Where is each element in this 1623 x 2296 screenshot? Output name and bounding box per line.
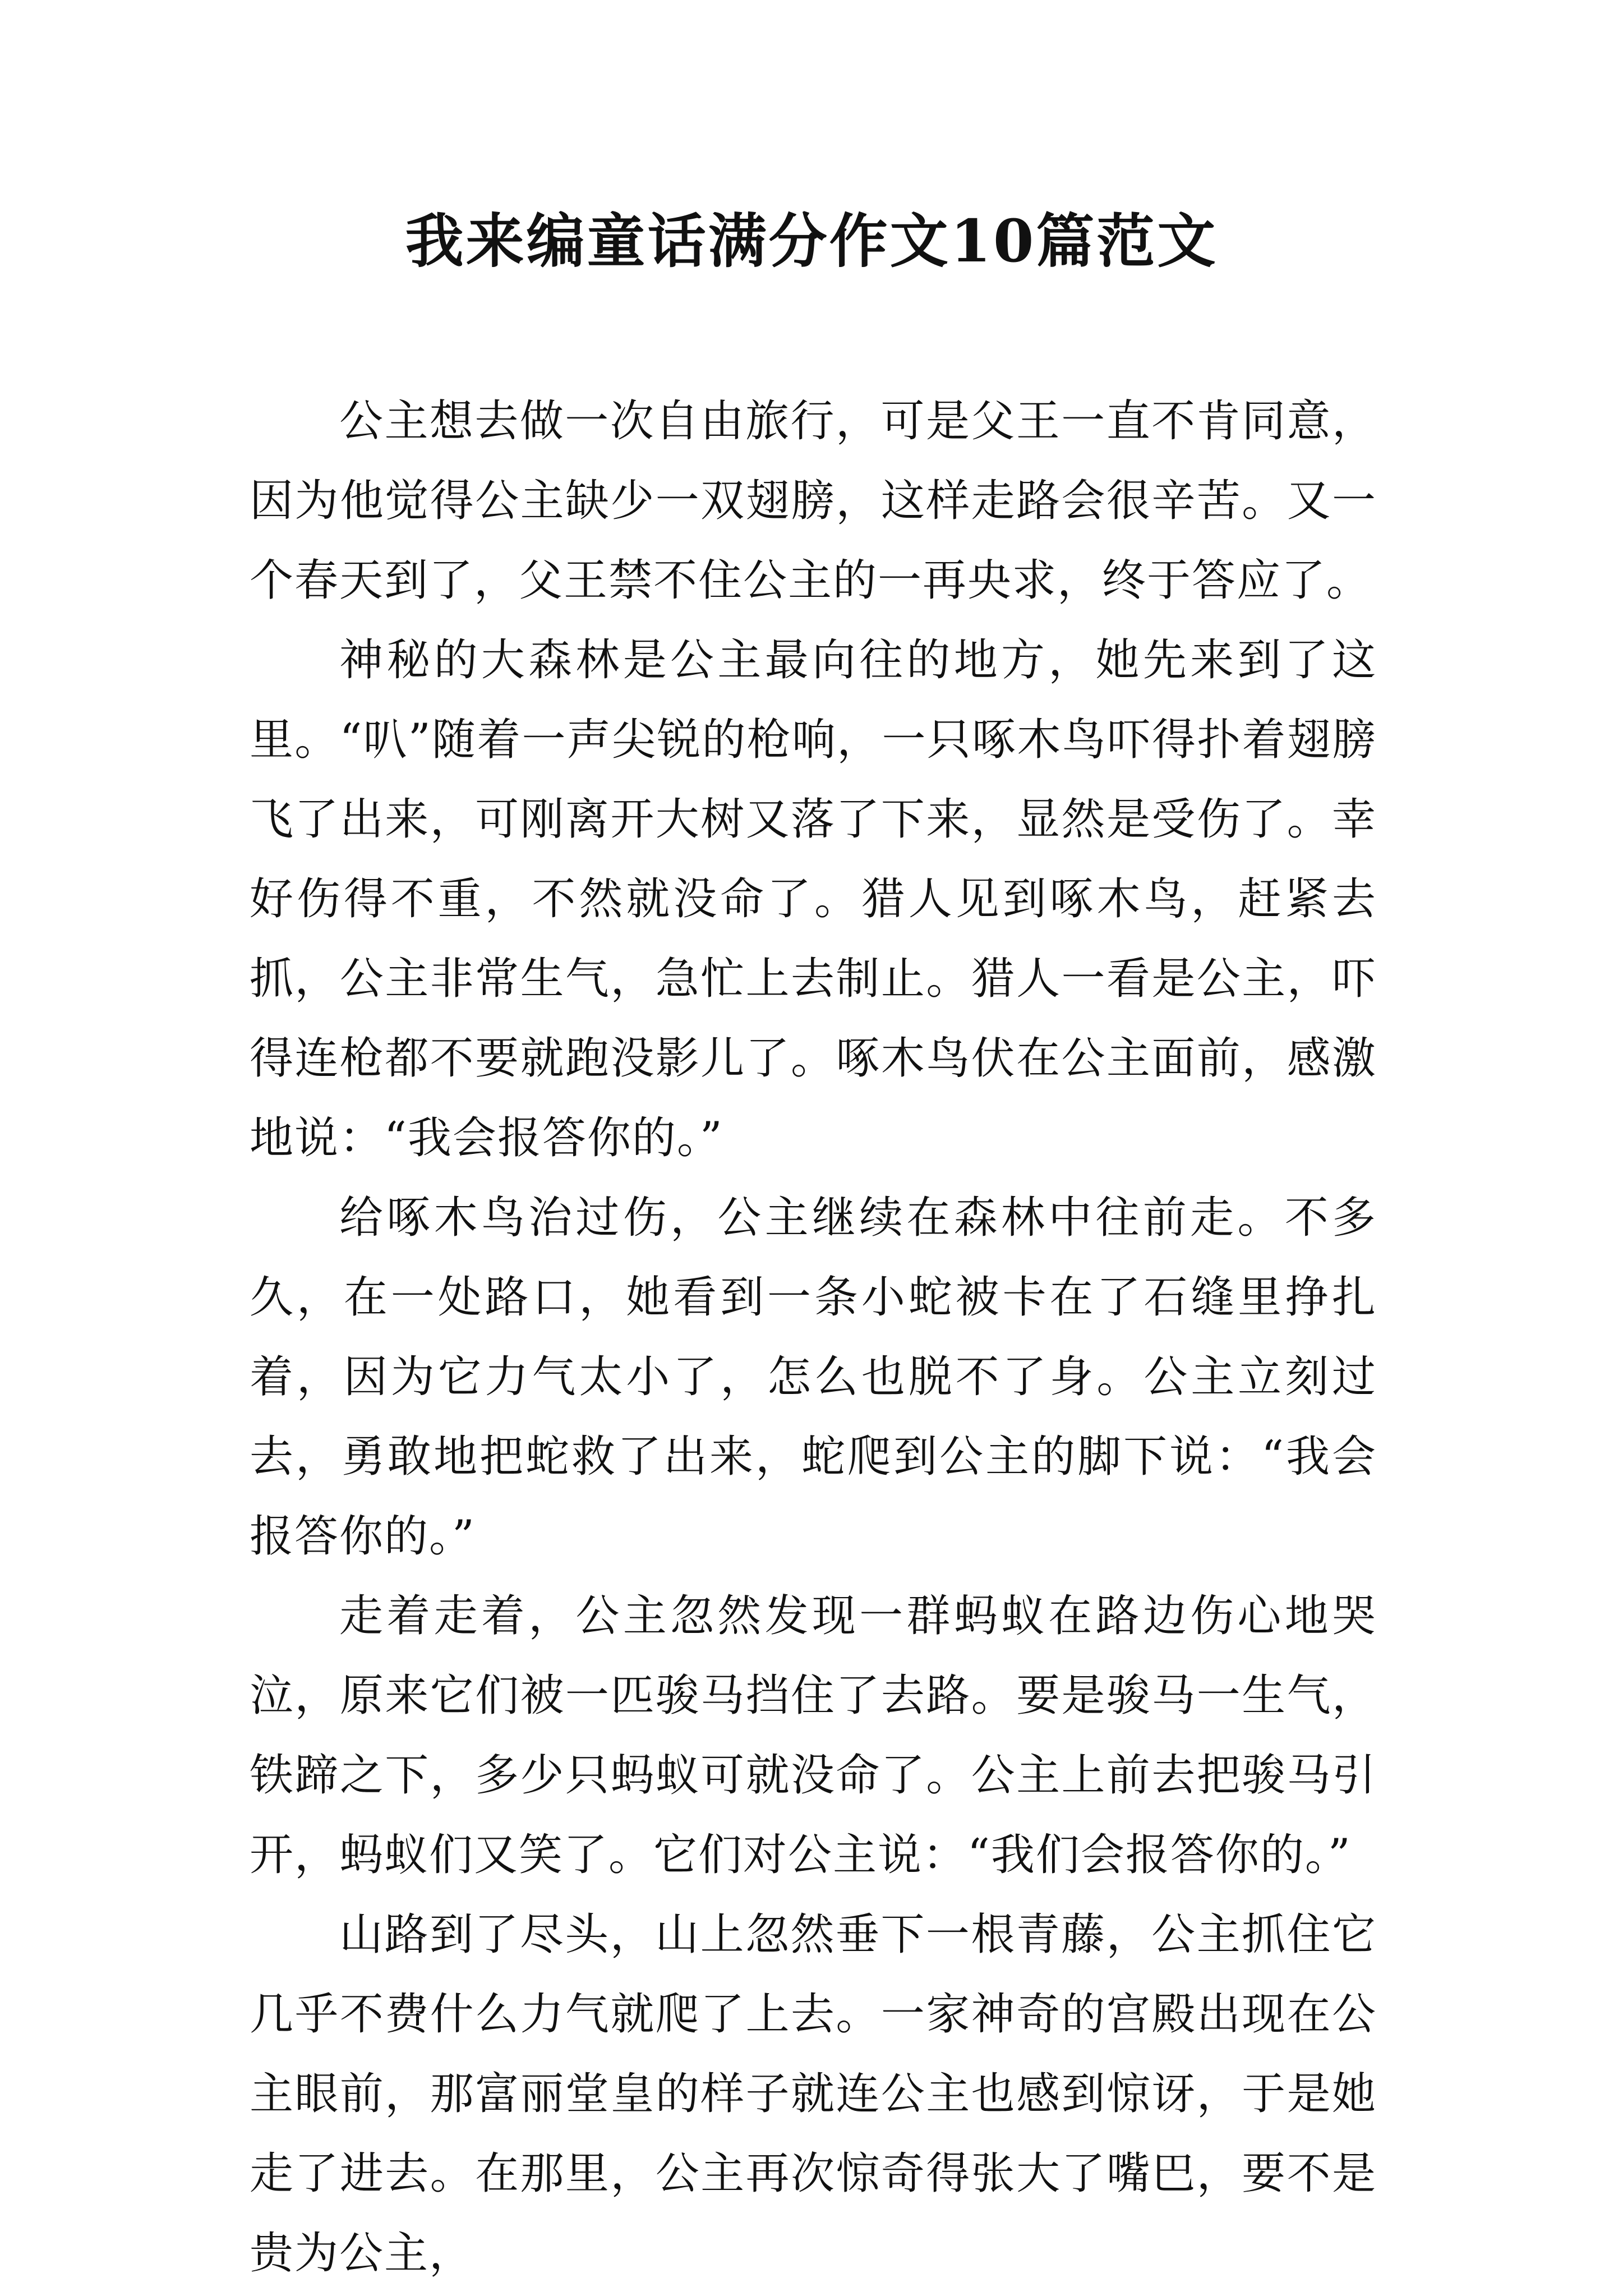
paragraph: 神秘的大森林是公主最向往的地方，她先来到了这里。“叭”随着一声尖锐的枪响，一只啄木鸟吓得扑着翅膀飞了出来，可刚离开大树又落了下来，显然是受伤了。幸好伤得不重，不然就没命了。猎人见到啄木鸟，赶紧去抓，公主非常生气，急忙上去制止。猎人一看是公主，吓得连枪都不要就跑没影儿了。啄木鸟伏在公主面前，感激地说：“我会报答你的。” — [250, 635, 1377, 1163]
paragraph: 公主想去做一次自由旅行，可是父王一直不肯同意，因为他觉得公主缺少一双翅膀，这样走路会很辛苦。又一个春天到了，父王禁不住公主的一再央求，终于答应了。 — [250, 396, 1377, 606]
document-title: 我来编童话满分作文10篇范文 — [405, 206, 1218, 275]
paragraph: 给啄木鸟治过伤，公主继续在森林中往前走。不多久，在一处路口，她看到一条小蛇被卡在了石缝里挣扎着，因为它力气太小了，怎么也脱不了身。公主立刻过去，勇敢地把蛇救了出来，蛇爬到公主的脚下说：“我会报答你的。” — [250, 1193, 1377, 1562]
paragraph: 山路到了尽头，山上忽然垂下一根青藤，公主抓住它几乎不费什么力气就爬了上去。一家神奇的宫殿出现在公主眼前，那富丽堂皇的样子就连公主也感到惊讶，于是她走了进去。在那里，公主再次惊奇得张大了嘴巴，要不是贵为公主， — [250, 1910, 1377, 2279]
paragraph: 走着走着，公主忽然发现一群蚂蚁在路边伤心地哭泣，原来它们被一匹骏马挡住了去路。要是骏马一生气，铁蹄之下，多少只蚂蚁可就没命了。公主上前去把骏马引开，蚂蚁们又笑了。它们对公主说：“我们会报答你的。” — [250, 1591, 1377, 1880]
document-body — [250, 381, 1377, 2293]
